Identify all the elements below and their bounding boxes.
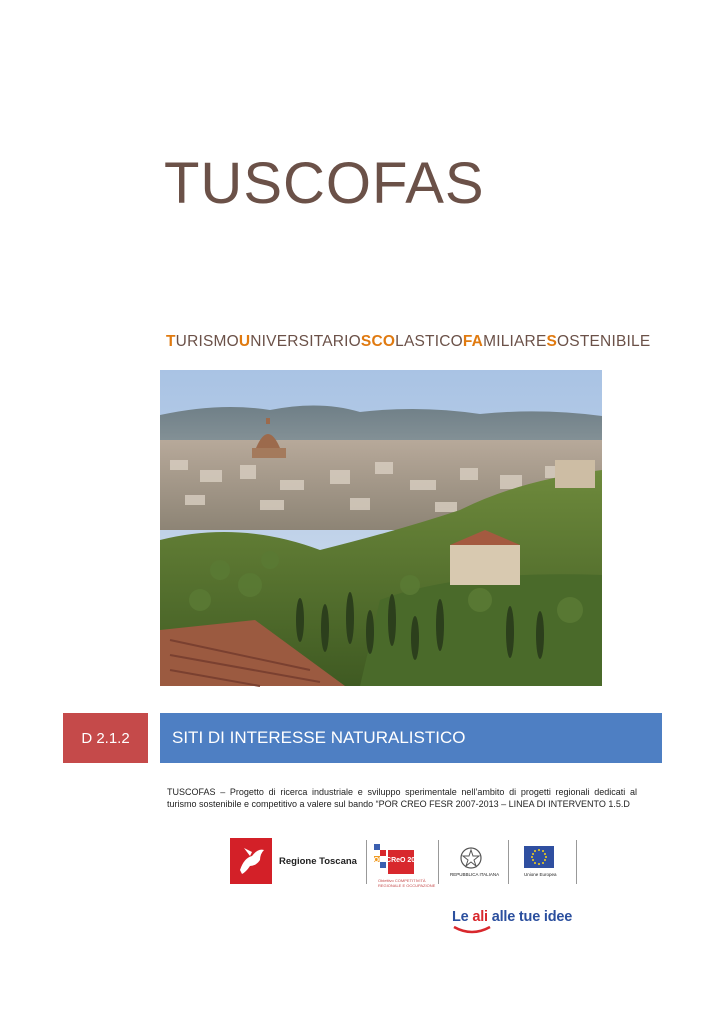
subtitle-highlight: S (546, 333, 558, 350)
regione-toscana-label: Regione Toscana (279, 856, 357, 867)
document-title: TUSCOFAS (164, 151, 485, 216)
subtitle-highlight: U (238, 333, 251, 350)
subtitle-highlight: FA (462, 333, 484, 350)
eu-flag (524, 846, 554, 868)
por-caption: Obiettivo COMPETITIVITÀ REGIONALE E OCCUPAZIONE (378, 878, 436, 888)
star-emblem-icon (460, 846, 482, 870)
logo-divider (576, 840, 577, 884)
italian-republic-emblem (460, 846, 482, 870)
slogan-pre: Le (452, 909, 473, 925)
subtitle-text: MILIARE (483, 333, 547, 350)
por-mark-text: POR CReO 2007-13 (368, 857, 434, 864)
project-subtitle (166, 333, 650, 351)
subtitle-highlight: T (166, 333, 176, 350)
slogan-post: alle tue idee (487, 909, 573, 925)
project-description: TUSCOFAS – Progetto di ricerca industriale e sviluppo sperimentale nell’ambito di progetti regionali dedicati al turismo sostenibile e competitivo a valere sul bando “POR CREO FESR 2007-2013 – LINEA DI INTERVENTO 1.5.D (167, 787, 637, 809)
slogan-ali: ali (472, 909, 488, 925)
subtitle-text: NIVERSITARIO (250, 333, 361, 350)
logo-divider (438, 840, 439, 884)
subtitle-text: OSTENIBILE (557, 333, 651, 350)
eu-label: Unione Europea (524, 872, 557, 877)
regione-toscana-logo (230, 838, 272, 884)
subtitle-highlight: SCO (360, 333, 396, 350)
repubblica-label: REPUBBLICA ITALIANA (450, 872, 500, 877)
florence-landscape-photo (160, 370, 602, 686)
eu-stars-icon (524, 846, 554, 868)
subtitle-text: URISMO (175, 333, 239, 350)
logo-divider (508, 840, 509, 884)
logo-divider (366, 840, 367, 884)
deliverable-code-badge: D 2.1.2 (63, 713, 148, 763)
section-title-bar: SITI DI INTERESSE NATURALISTICO (160, 713, 662, 763)
subtitle-text: LASTICO (395, 333, 463, 350)
swoosh-icon (452, 925, 492, 935)
slogan (452, 909, 572, 925)
pegasus-icon (230, 838, 272, 884)
